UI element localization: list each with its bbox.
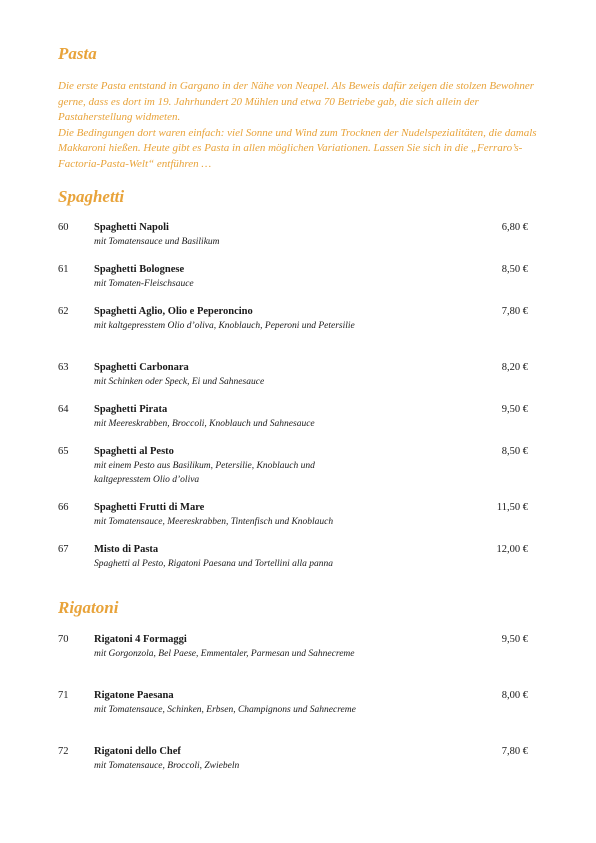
spaghetti-heading: Spaghetti bbox=[58, 187, 125, 206]
item-name: Spaghetti Aglio, Olio e Peperoncino bbox=[94, 306, 253, 317]
item-name: Spaghetti Frutti di Mare bbox=[94, 502, 205, 513]
item-price: 12,00 € bbox=[496, 544, 528, 555]
item-description: mit Tomatensauce und Basilikum bbox=[94, 237, 220, 247]
item-description: mit kaltgepresstem Olio d’oliva, Knoblauch, Peperoni und Petersilie bbox=[94, 321, 355, 331]
rigatoni-heading: Rigatoni bbox=[58, 598, 119, 617]
item-number: 62 bbox=[58, 306, 69, 317]
item-number: 60 bbox=[58, 222, 69, 233]
item-description: mit Tomatensauce, Meereskrabben, Tintenfisch und Knoblauch bbox=[94, 517, 334, 527]
item-number: 64 bbox=[58, 404, 69, 415]
item-description: mit Tomaten-Fleischsauce bbox=[94, 279, 194, 289]
item-name: Spaghetti Bolognese bbox=[94, 264, 185, 275]
item-description: mit Tomatensauce, Broccoli, Zwiebeln bbox=[94, 761, 240, 771]
item-description: Spaghetti al Pesto, Rigatoni Paesana und Tortellini alla panna bbox=[94, 559, 333, 569]
pasta-heading: Pasta bbox=[58, 44, 97, 63]
item-price: 9,50 € bbox=[501, 634, 528, 645]
item-number: 65 bbox=[58, 446, 69, 457]
item-name: Misto di Pasta bbox=[94, 544, 159, 555]
item-price: 8,50 € bbox=[501, 446, 528, 457]
item-number: 61 bbox=[58, 264, 69, 275]
item-description: mit Schinken oder Speck, Ei und Sahnesauce bbox=[94, 377, 265, 387]
item-price: 7,80 € bbox=[501, 306, 528, 317]
item-price: 11,50 € bbox=[496, 502, 528, 513]
pasta-intro-paragraph-2: Die Bedingungen dort waren einfach: viel Sonne und Wind zum Trocknen der Nudelspezialitäten, die damals Makkaroni hießen. Heute gibt es Pasta in allen möglichen Variationen. Lassen Sie sich in die „Ferraro’s-Factoria-Pasta-Welt“ entführen … bbox=[58, 126, 537, 170]
pasta-intro bbox=[58, 79, 538, 173]
item-description: mit einem Pesto aus Basilikum, Petersilie, Knoblauch und kaltgepresstem Olio d’oliva bbox=[94, 461, 315, 485]
item-description: mit Gorgonzola, Bel Paese, Emmentaler, Parmesan und Sahnecreme bbox=[94, 649, 355, 659]
item-name: Spaghetti Napoli bbox=[94, 222, 169, 233]
item-name: Rigatone Paesana bbox=[94, 690, 174, 701]
item-number: 72 bbox=[58, 746, 69, 757]
item-number: 63 bbox=[58, 362, 69, 373]
item-price: 8,50 € bbox=[501, 264, 528, 275]
item-price: 9,50 € bbox=[501, 404, 528, 415]
item-name: Rigatoni dello Chef bbox=[94, 746, 181, 757]
item-price: 7,80 € bbox=[501, 746, 528, 757]
item-number: 71 bbox=[58, 690, 69, 701]
item-number: 66 bbox=[58, 502, 69, 513]
item-description: mit Tomatensauce, Schinken, Erbsen, Champignons und Sahnecreme bbox=[94, 705, 356, 715]
item-description: mit Meereskrabben, Broccoli, Knoblauch und Sahnesauce bbox=[94, 419, 315, 429]
item-name: Spaghetti Pirata bbox=[94, 404, 168, 415]
item-name: Spaghetti Carbonara bbox=[94, 362, 189, 373]
item-price: 6,80 € bbox=[501, 222, 528, 233]
item-number: 70 bbox=[58, 634, 69, 645]
item-price: 8,00 € bbox=[501, 690, 528, 701]
item-price: 8,20 € bbox=[501, 362, 528, 373]
item-name: Spaghetti al Pesto bbox=[94, 446, 174, 457]
item-number: 67 bbox=[58, 544, 69, 555]
item-name: Rigatoni 4 Formaggi bbox=[94, 634, 187, 645]
pasta-intro-paragraph-1: Die erste Pasta entstand in Gargano in der Nähe von Neapel. Als Beweis dafür zeigen die stolzen Bewohner gerne, dass es dort im 19. Jahrhundert 20 Mühlen und etwa 70 Betriebe gab, die sich allein der Pastaherstellung widmeten. bbox=[58, 80, 534, 124]
